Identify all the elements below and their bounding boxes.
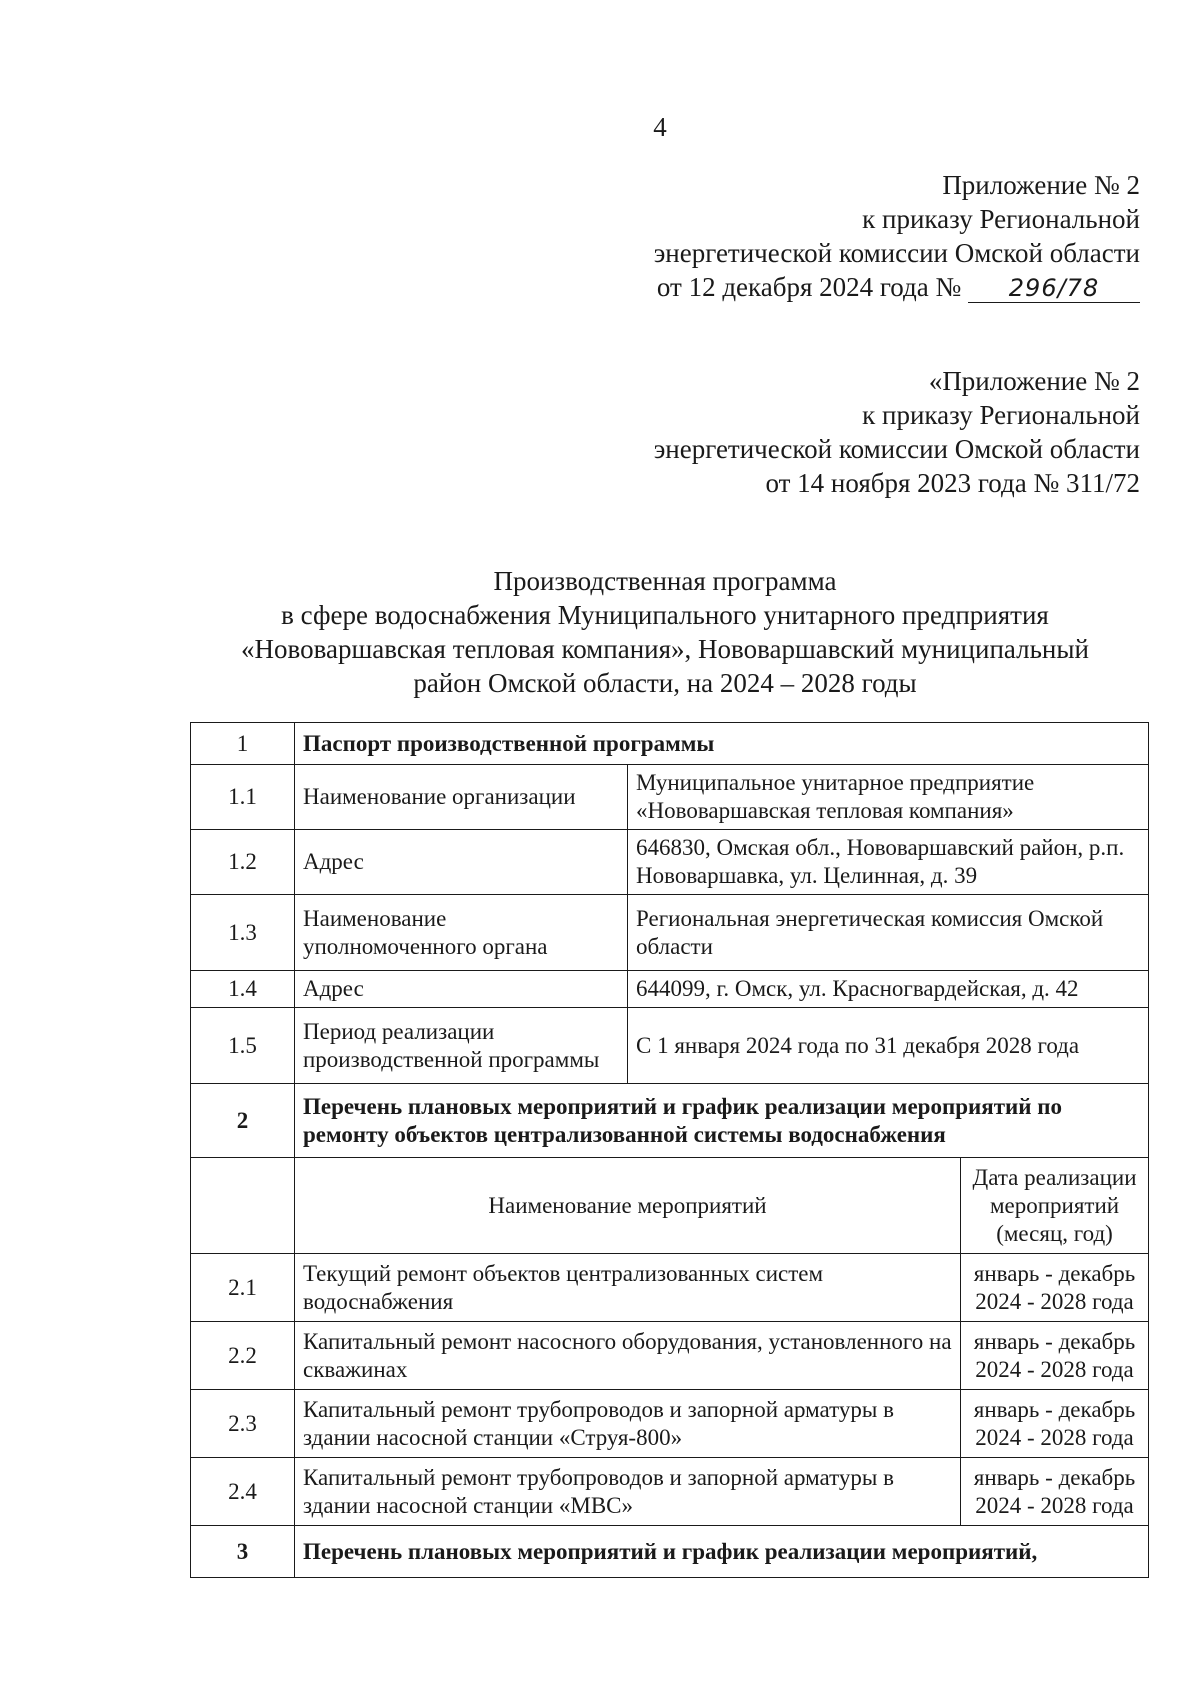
- empty-cell: [191, 1158, 295, 1254]
- row-number: 2.3: [191, 1390, 295, 1458]
- activity-name: Текущий ремонт объектов централизованных систем водоснабжения: [295, 1254, 961, 1322]
- approval-line: к приказу Региональной: [862, 400, 1140, 430]
- approval-header-current: [654, 168, 1140, 304]
- row-number: 2.2: [191, 1322, 295, 1390]
- row-label: Наименование организации: [295, 765, 628, 830]
- section-heading: Перечень плановых мероприятий и график реализации мероприятий по ремонту объектов централизованной системы водоснабжения: [295, 1084, 1149, 1158]
- column-header-name: Наименование мероприятий: [295, 1158, 961, 1254]
- section-heading: Паспорт производственной программы: [295, 723, 1149, 765]
- section-number: 2: [191, 1084, 295, 1158]
- table-row: [191, 1390, 1149, 1458]
- row-label: Наименование уполномоченного органа: [295, 895, 628, 971]
- section-heading: Перечень плановых мероприятий и график реализации мероприятий,: [295, 1526, 1149, 1578]
- row-number: 1.3: [191, 895, 295, 971]
- title-line: Производственная программа: [493, 566, 837, 596]
- page-number: 4: [653, 112, 667, 142]
- activity-name: Капитальный ремонт трубопроводов и запорной арматуры в здании насосной станции «МВС»: [295, 1458, 961, 1526]
- row-number: 2.1: [191, 1254, 295, 1322]
- activity-date: январь - декабрь 2024 - 2028 года: [961, 1390, 1149, 1458]
- document-title: [190, 564, 1140, 700]
- approval-header-previous: [654, 364, 1140, 500]
- activity-date: январь - декабрь 2024 - 2028 года: [961, 1322, 1149, 1390]
- table-row: [191, 1526, 1149, 1578]
- approval-line: энергетической комиссии Омской области: [653, 434, 1140, 464]
- row-value: 644099, г. Омск, ул. Красногвардейская, д. 42: [628, 971, 1149, 1008]
- row-label: Адрес: [295, 971, 628, 1008]
- row-number: 1.1: [191, 765, 295, 830]
- activity-name: Капитальный ремонт насосного оборудования, установленного на скважинах: [295, 1322, 961, 1390]
- table-row: [191, 1158, 1149, 1254]
- table-row: [191, 723, 1149, 765]
- table-row: [191, 971, 1149, 1008]
- section-number: 1: [191, 723, 295, 765]
- title-line: район Омской области, на 2024 – 2028 годы: [413, 668, 917, 698]
- table-row: [191, 830, 1149, 895]
- approval-line: энергетической комиссии Омской области: [653, 238, 1140, 268]
- title-line: «Нововаршавская тепловая компания», Нововаршавский муниципальный: [241, 634, 1089, 664]
- table-row: [191, 1008, 1149, 1084]
- activity-date: январь - декабрь 2024 - 2028 года: [961, 1254, 1149, 1322]
- section-number: 3: [191, 1526, 295, 1578]
- table-row: [191, 1254, 1149, 1322]
- production-program-table: [190, 722, 1149, 1578]
- table-row: [191, 765, 1149, 830]
- column-header-date: Дата реализации мероприятий (месяц, год): [961, 1158, 1149, 1254]
- row-value: 646830, Омская обл., Нововаршавский район, р.п. Нововаршавка, ул. Целинная, д. 39: [628, 830, 1149, 895]
- approval-date-prefix: от 12 декабря 2024 года №: [656, 272, 962, 302]
- handwritten-order-number: 296/78: [968, 274, 1140, 303]
- row-label: Период реализации производственной программы: [295, 1008, 628, 1084]
- approval-line: к приказу Региональной: [862, 204, 1140, 234]
- approval-line: «Приложение № 2: [928, 366, 1140, 396]
- row-value: Муниципальное унитарное предприятие «Нововаршавская тепловая компания»: [628, 765, 1149, 830]
- approval-line: от 14 ноября 2023 года № 311/72: [765, 468, 1140, 498]
- row-number: 1.2: [191, 830, 295, 895]
- row-label: Адрес: [295, 830, 628, 895]
- row-value: Региональная энергетическая комиссия Омской области: [628, 895, 1149, 971]
- row-value: С 1 января 2024 года по 31 декабря 2028 года: [628, 1008, 1149, 1084]
- row-number: 1.4: [191, 971, 295, 1008]
- approval-date-line: [654, 270, 1140, 304]
- title-line: в сфере водоснабжения Муниципального унитарного предприятия: [281, 600, 1049, 630]
- activity-name: Капитальный ремонт трубопроводов и запорной арматуры в здании насосной станции «Струя-800»: [295, 1390, 961, 1458]
- table-row: [191, 1322, 1149, 1390]
- table-row: [191, 1458, 1149, 1526]
- table-row: [191, 1084, 1149, 1158]
- activity-date: январь - декабрь 2024 - 2028 года: [961, 1458, 1149, 1526]
- approval-line: Приложение № 2: [942, 170, 1140, 200]
- table-row: [191, 895, 1149, 971]
- row-number: 1.5: [191, 1008, 295, 1084]
- row-number: 2.4: [191, 1458, 295, 1526]
